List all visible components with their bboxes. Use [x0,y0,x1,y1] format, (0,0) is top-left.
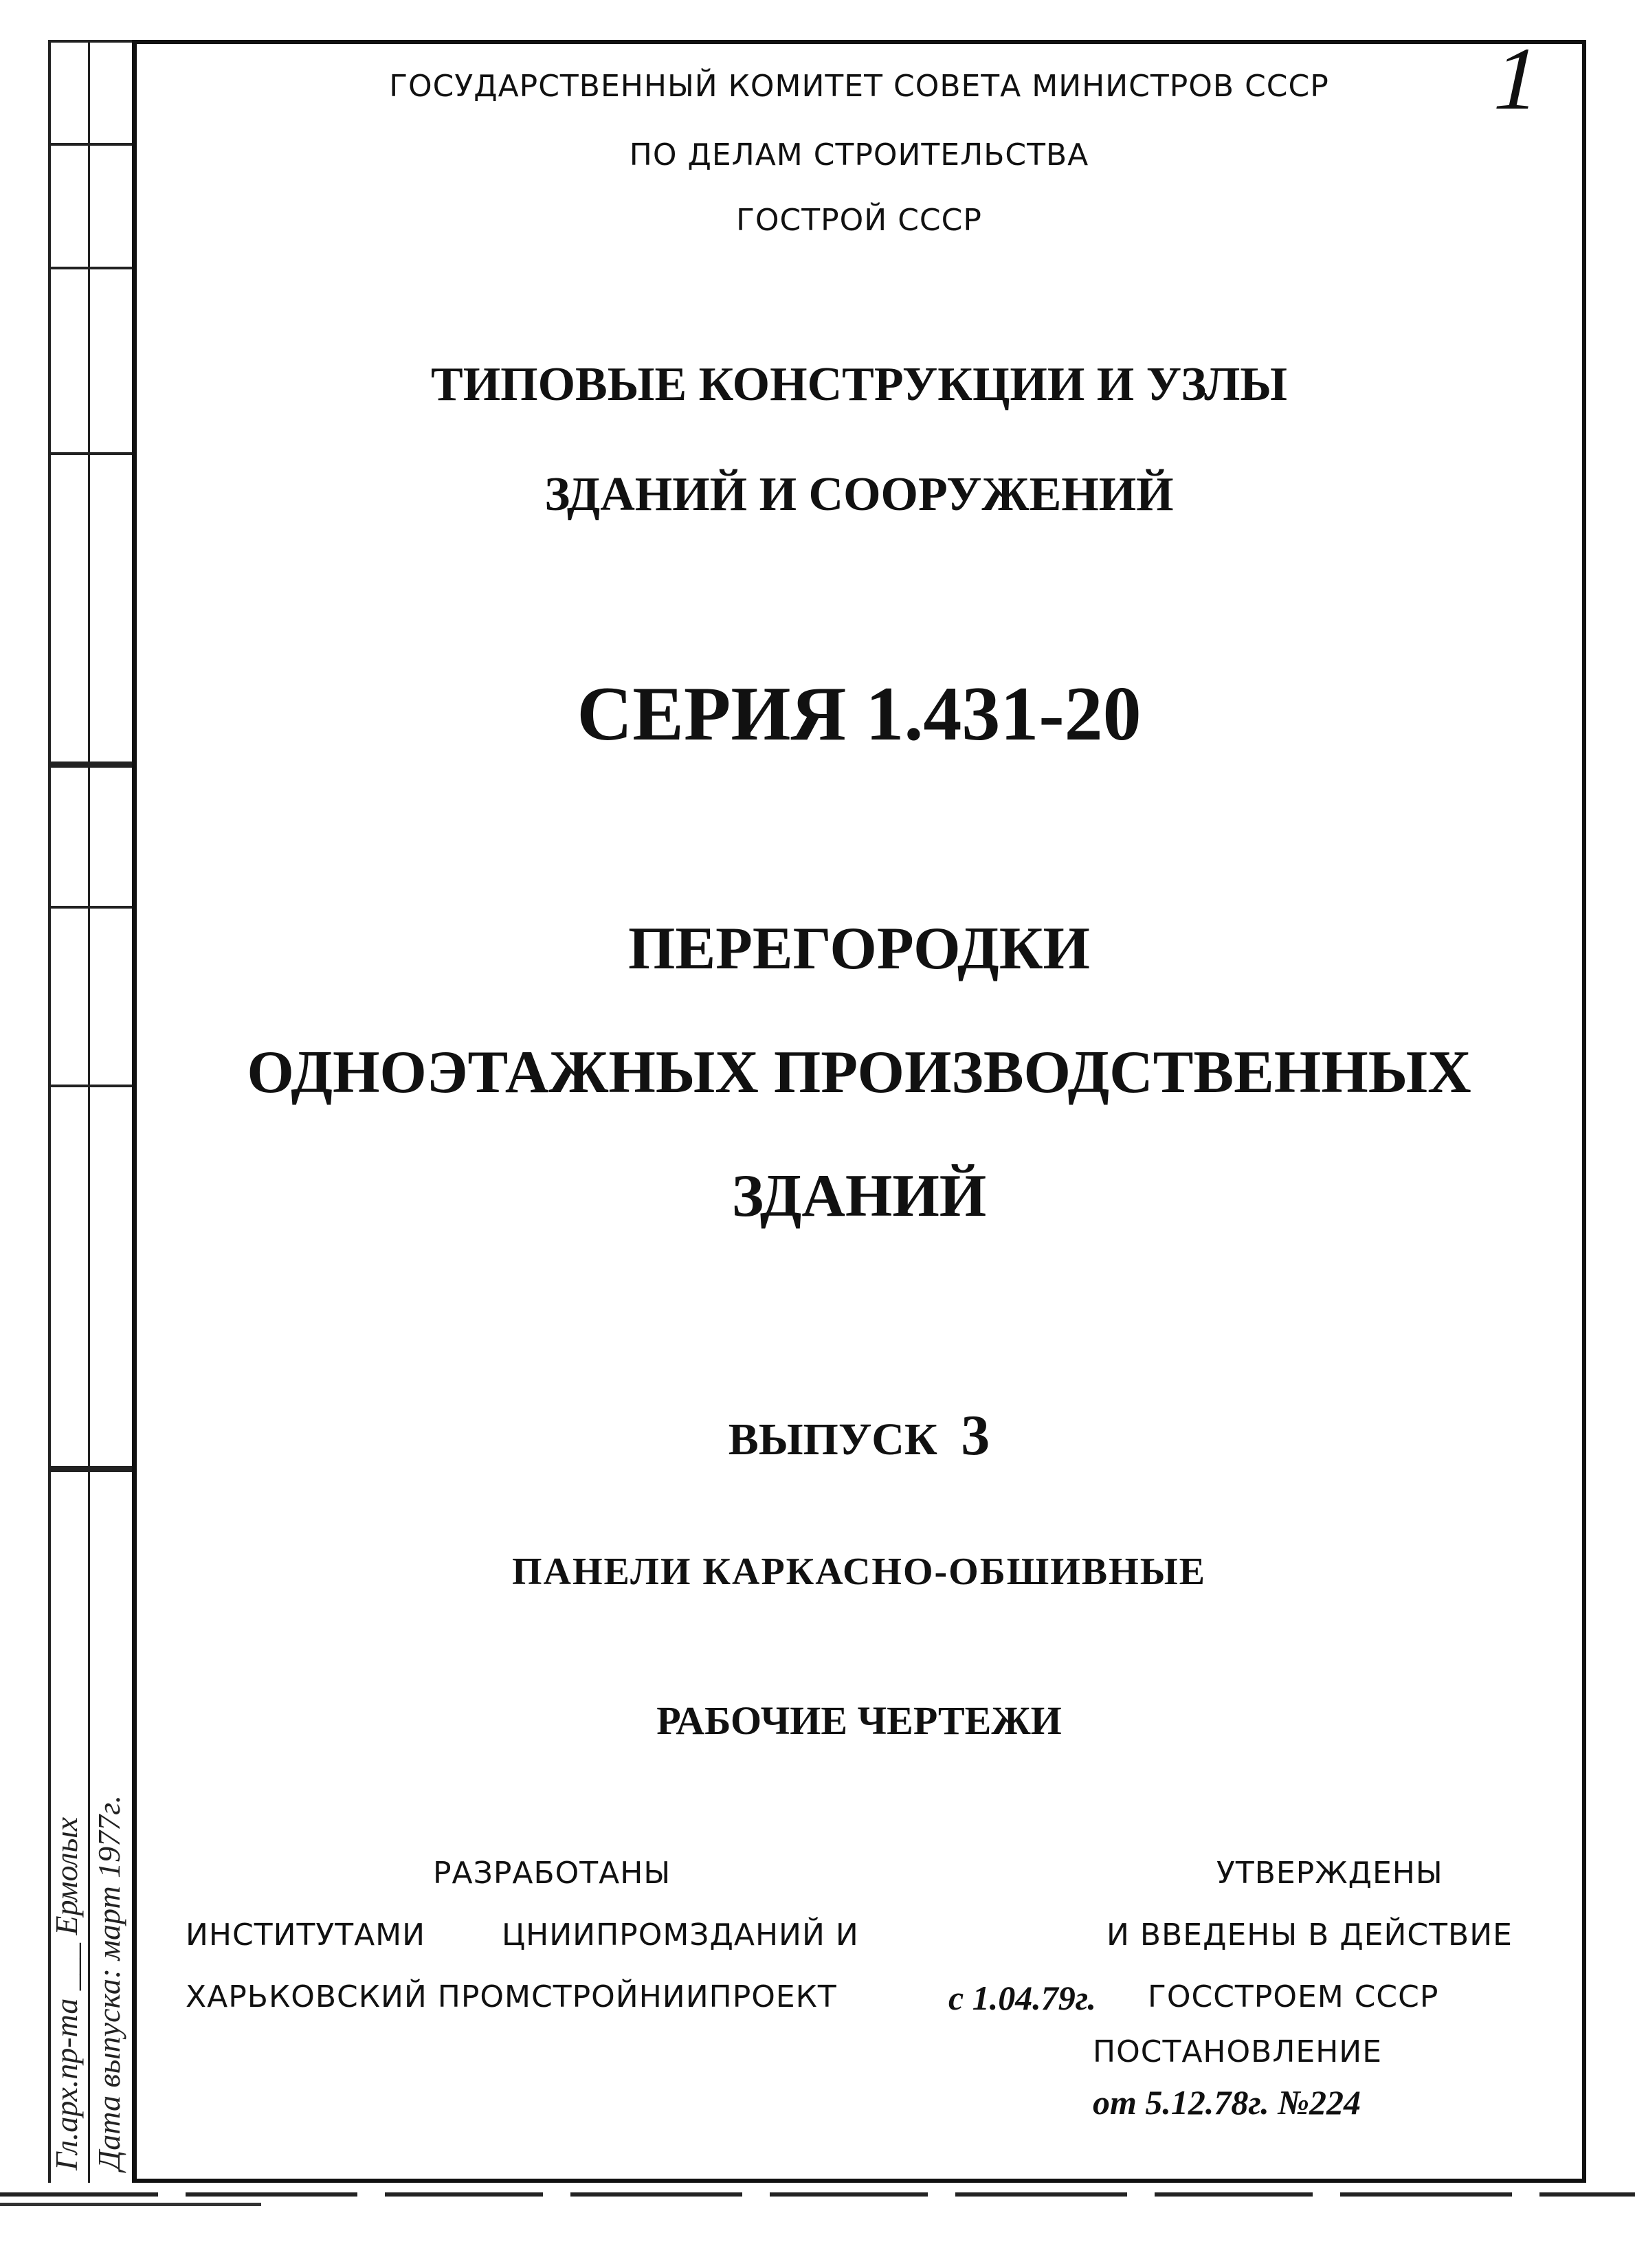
bottom-rule [0,2203,261,2206]
margin-tick [48,267,132,269]
margin-tick [48,452,132,455]
header-line-1: ГОСУДАРСТВЕННЫЙ КОМИТЕТ СОВЕТА МИНИСТРОВ СССР [389,69,1329,104]
approved-line-2: ГОССТРОЕМ СССР [1148,1979,1439,2014]
bottom-rule [0,2192,1635,2197]
developed-line-1b: ЦНИИПРОМЗДАНИЙ И [502,1917,859,1953]
margin-tick [48,906,132,909]
approved-decree-handwritten: от 5.12.78г. №224 [1093,2083,1361,2122]
margin-tick [48,1085,132,1087]
approved-line-1: И ВВЕДЕНЫ В ДЕЙСТВИЕ [1106,1917,1513,1953]
header-line-3: ГОСТРОЙ СССР [736,203,982,238]
margin-tick [48,761,132,768]
developed-line-1a: ИНСТИТУТАМИ [186,1917,426,1953]
margin-tick [48,1466,132,1472]
margin-line [88,40,90,2183]
developed-line-2: ХАРЬКОВСКИЙ ПРОМСТРОЙНИИПРОЕКТ [186,1979,837,2014]
doc-type: РАБОЧИЕ ЧЕРТЕЖИ [656,1698,1062,1743]
series-number: СЕРИЯ 1.431-20 [577,671,1142,757]
subject-line-3: ЗДАНИЙ [731,1163,987,1230]
title-line-2: ЗДАНИЙ И СООРУЖЕНИЙ [544,468,1174,521]
subject-line-2: ОДНОЭТАЖНЫХ ПРОИЗВОДСТВЕННЫХ [247,1039,1471,1106]
approved-line-3: ПОСТАНОВЛЕНИЕ [1093,2034,1383,2069]
title-line-1: ТИПОВЫЕ КОНСТРУКЦИИ И УЗЛЫ [431,358,1287,411]
developed-heading: РАЗРАБОТАНЫ [433,1856,671,1891]
margin-stamp-col2: Дата выпуска: март 1977г. [91,1794,126,2170]
approved-heading: УТВЕРЖДЕНЫ [1216,1856,1443,1891]
margin-tick [48,143,132,146]
margin-stamp-col1: Гл.арх.пр-та ___ Ермолых [49,1816,84,2170]
issue-label: ВЫПУСК [728,1414,937,1465]
approved-date-handwritten: с 1.04.79г. [948,1979,1096,2017]
issue-number: 3 [961,1403,990,1467]
subject-line-1: ПЕРЕГОРОДКИ [628,915,1090,982]
margin-tick [48,40,132,43]
header-line-2: ПО ДЕЛАМ СТРОИТЕЛЬСТВА [629,137,1089,173]
issue-block [132,1402,1586,1469]
margin-stamp-strip [48,40,132,2183]
issue-title: ПАНЕЛИ КАРКАСНО-ОБШИВНЫЕ [511,1550,1207,1593]
page-number: 1 [1484,30,1550,129]
